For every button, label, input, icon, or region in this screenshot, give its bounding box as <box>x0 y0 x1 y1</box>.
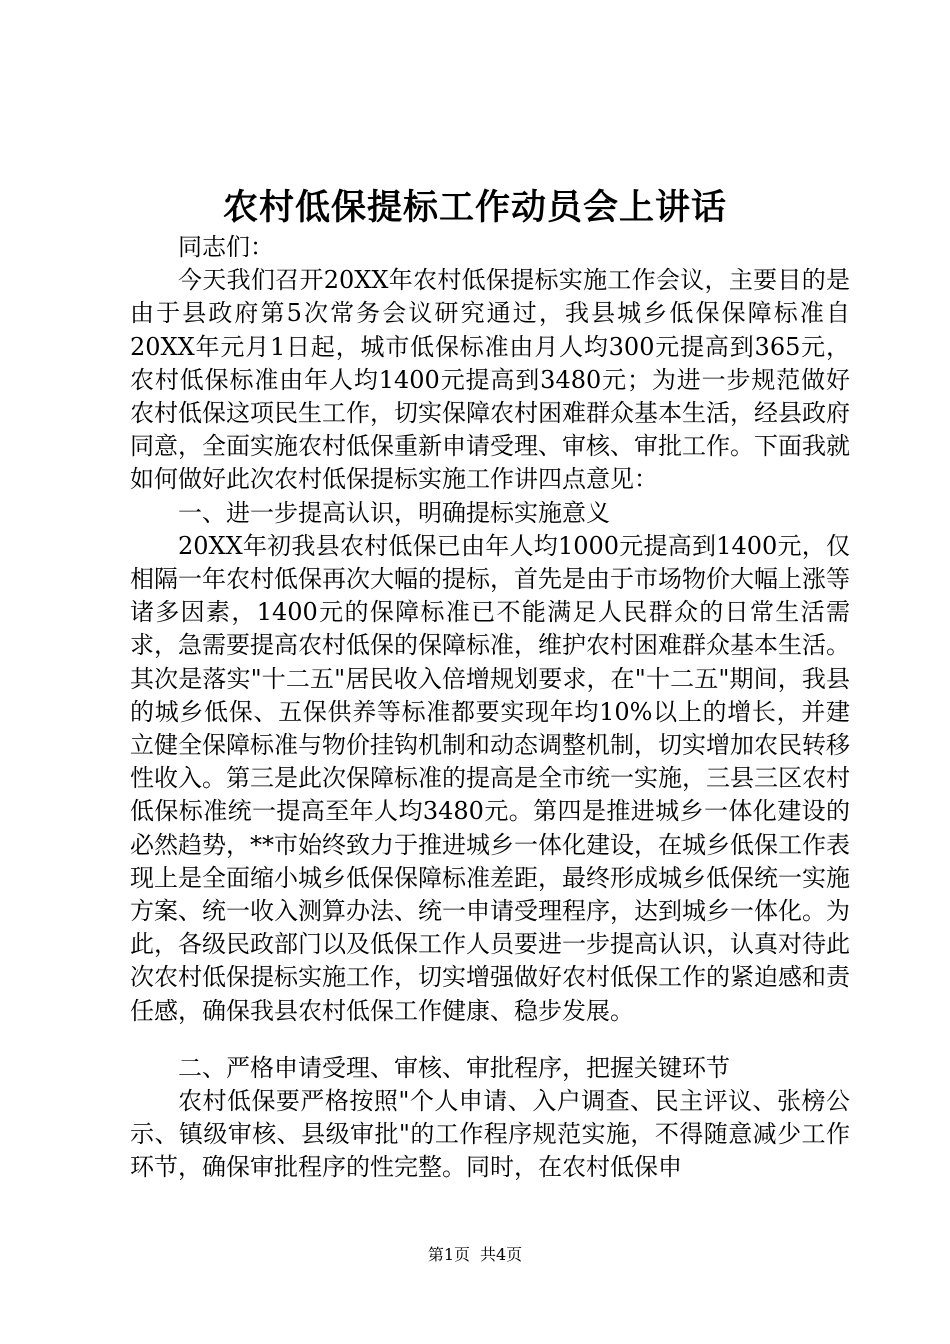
salutation: 同志们： <box>178 233 274 261</box>
section-heading-2: 二、严格申请受理、审核、审批程序，把握关键环节 <box>178 1053 730 1082</box>
paragraph-section-1: 20XX年初我县农村低保已由年人均1000元提高到1400元，仅相隔一年农村低保再次大幅的提标，首先是由于市场物价大幅上涨等诸多因素，1400元的保障标准已不能满足人民群众的日常生活需求，急需要提高农村低保的保障标准，维护农村困难群众基本生活。其次是落实"十二五"居民收入倍增规划要求，在"十二五"期间，我县的城乡低保、五保供养等标准都要实现年均10%以上的增长，并建立健全保障标准与物价挂钩机制和动态调整机制，切实增加农民转移性收入。第三是此次保障标准的提高是全市统一实施，三县三区农村低保标准统一提高至年人均3480元。第四是推进城乡一体化建设的必然趋势，**市始终致力于推进城乡一体化建设，在城乡低保工作表现上是全面缩小城乡低保保障标准差距，最终形成城乡低保统一实施方案、统一收入测算办法、统一申请受理程序，达到城乡一体化。为此，各级民政部门以及低保工作人员要进一步提高认识，认真对待此次农村低保提标实施工作，切实增强做好农村低保工作的紧迫感和责任感，确保我县农村低保工作健康、稳步发展。 <box>130 531 850 1025</box>
paragraph-section-2: 农村低保要严格按照"个人申请、入户调查、民主评议、张榜公示、镇级审核、县级审批"的工作程序规范实施，不得随意减少工作环节，确保审批程序的性完整。同时，在农村低保申 <box>130 1087 850 1182</box>
paragraph-intro: 今天我们召开20XX年农村低保提标实施工作会议，主要目的是由于县政府第5次常务会议研究通过，我县城乡低保保障标准自20XX年元月1日起，城市低保标准由月人均300元提高到365元，农村低保标准由年人均1400元提高到3480元；为进一步规范做好农村低保这项民生工作，切实保障农村困难群众基本生活，经县政府同意，全面实施农村低保重新申请受理、审核、审批工作。下面我就如何做好此次农村低保提标实施工作讲四点意见： <box>130 266 850 494</box>
page-number: 第1页 <box>427 1245 470 1264</box>
page-total: 共4页 <box>480 1245 523 1264</box>
page-footer <box>0 1245 950 1265</box>
section-heading-1: 一、进一步提高认识，明确提标实施意义 <box>178 498 610 527</box>
document-title: 农村低保提标工作动员会上讲话 <box>222 187 727 228</box>
document-body <box>130 231 850 1185</box>
